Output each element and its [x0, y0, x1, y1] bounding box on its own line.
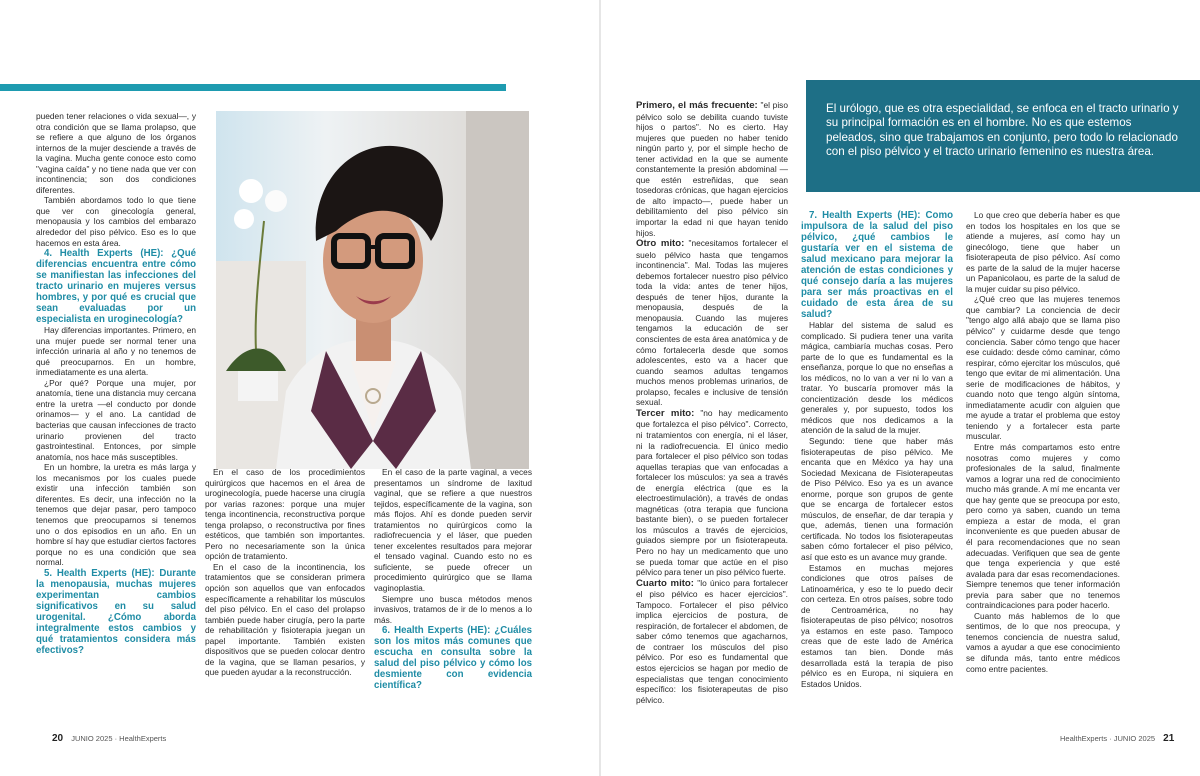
- paragraph: ¿Por qué? Porque una mujer, por anatomía, tiene una distancia muy cercana entre la uretra —el conducto por donde orinamos— y el ano. La cantidad de bacterias que causan infecciones de tracto urinario provienen del tracto gastrointestinal. Entonces, por simple anatomía, nos hace más susceptibles.: [36, 377, 196, 462]
- question-heading: 6. Health Experts (HE): ¿Cuáles son los mitos más comunes que escucha en consulta sobre la salud del piso pélvico y cómo los desmiente con evidencia científica?: [374, 625, 532, 692]
- paragraph: Estamos en muchas mejores condiciones que otros países de Latinoamérica, y eso te lo puedo decir con certeza. En otros países, sobre todo de Centroamérica, no hay fisioterapeutas de piso pélvico; nosotros ya estamos en este paso. Tampoco creas que de este lado de América estamos tan bien. Donde más desarrollada está la terapia de piso pélvico es en Europa, ni siquiera en Estados Unidos.: [801, 562, 953, 689]
- myth-paragraph: [636, 578, 788, 706]
- paragraph: También abordamos todo lo que tiene que ver con ginecología general, menopausia y los cambios del embarazo alrededor del piso pélvico. Eso es lo que hacemos en esta área.: [36, 195, 196, 248]
- page-number: 21: [1163, 733, 1175, 744]
- paragraph: pueden tener relaciones o vida sexual—, y otra condición que se llama prolapso, que se refiere a que alguno de los órganos internos de la mujer desciende a través de la vagina. Mucha gente conoce esto como "vagina caída" y no tiene nada que ver con incontinencia; son dos condiciones diferentes.: [36, 111, 196, 195]
- myth-lead: Cuarto mito:: [636, 577, 694, 589]
- column-2: [205, 467, 365, 678]
- footer-left: [52, 733, 166, 744]
- paragraph: Entre más compartamos esto entre nosotras como mujeres y como profesionales de la salud, finalmente vamos a lograr una red de conocimiento mucho más grande. A mí me encanta ver que hay gente que se preocupa por esto, pero como ya saben, cuando un tema empieza a estar de moda, el gran inconveniente es que pueden abusar de él para recomendaciones que no sean adecuadas. Verifiquen que sea de gente que tenga experiencia y que esté avalada para dar esas recomendaciones. Siempre tenemos que tener información previa para saber que no tenemos contraindicaciones para poder hacerlo.: [966, 442, 1120, 611]
- paragraph: En el caso de los procedimientos quirúrgicos que hacemos en el área de uroginecología, puede hacerse una cirugía por varias razones: porque una mujer tenga incontinencia, reconstructiva porque tenga prolapso, o reconstructiva por fines estéticos, que también son importantes. Pero no necesariamente son la única opción de tratamiento.: [205, 467, 365, 562]
- myth-paragraph: [636, 100, 788, 238]
- myth-text: "no hay medicamento que fortalezca el piso pélvico". Correcto, ni tratamientos con energía, ni el láser, ni la radiofrecuencia. El único medio para fortalecer el piso pélvico son todas aquellas terapias que van enfocadas a fortalecer los músculos: ya sea a través de energía eléctrica (que es la electroestimulación), a través de ondas magnéticas (otra terapia que funciona bastante bien), o se pueden fortalecer los músculos a través de ejercicios, guiados siempre por un fisioterapeuta. Pero no hay un medicamento que uno se pueda tomar que actúe en el piso pélvico para tener un piso pélvico fuerte.: [636, 407, 788, 578]
- column-1: [36, 111, 196, 656]
- myth-text: "el piso pélvico solo se debilita cuando tuviste hijos o partos". No es cierto. Hay mujeres que pueden no haber tenido ningún parto y, por el simple hecho de tener actividad en la que se aumente constantemente la presión abdominal —que estén estreñidas, que sean tosedoras crónicas, que hagan ejercicios de alto impacto—, puede haber un debilitamiento del piso pélvico sin importar la edad ni que hayan tenido hijos.: [636, 100, 788, 238]
- paragraph: Siempre uno busca métodos menos invasivos, tratamos de ir de lo menos a lo más.: [374, 593, 532, 625]
- paragraph: Hay diferencias importantes. Primero, en una mujer puede ser normal tener una infección urinaria al año y no tenemos de qué preocuparnos. En un hombre, inmediatamente es una alerta.: [36, 325, 196, 378]
- column-6: [966, 210, 1120, 674]
- myth-text: "lo único para fortalecer el piso pélvico es hacer ejercicios". Tampoco. Fortalecer el piso pélvico implica ejercicios de postura, de respiración, de fortalecer el abdomen, de saber cómo tenemos que agacharnos, de contraer los músculos del piso pélvico. Por eso es fundamental que estos ejercicios se hagan por medio de especialistas que tengan conocimiento específico: los fisioterapeutas de piso pélvico.: [636, 577, 789, 705]
- paragraph: Hablar del sistema de salud es complicado. Si pudiera tener una varita mágica, cambiaría muchas cosas. Pero parte de lo que es fundamental es la enseñanza, porque lo que no enseñas a los médicos, no lo van a ver ni lo van a tratar. Yo buscaría promover más la concientización desde los médicos generales y, por supuesto, todos los médicos que nos dedicamos a la atención de la salud de la mujer.: [801, 320, 953, 436]
- myth-lead: Tercer mito:: [636, 407, 695, 419]
- column-3: [374, 467, 532, 691]
- page-number: 20: [52, 733, 64, 744]
- page-spine: [599, 0, 601, 776]
- column-4: [636, 100, 788, 705]
- myth-paragraph: [636, 238, 788, 408]
- column-5: [801, 210, 953, 689]
- myth-lead: Otro mito:: [636, 238, 685, 250]
- paragraph: ¿Qué creo que las mujeres tenemos que cambiar? La conciencia de decir "tengo algo allá abajo que se llama piso pélvico" y cuidarme desde que tengo conciencia. Saber cómo tengo que hacer ese cuidado: desde cómo caminar, cómo respirar, cómo ejercitar los músculos, qué tengo que evitar de mi alimentación. Una serie de modificaciones de hábitos, y cuando noto que tengo algún síntoma, inmediatamente acudir con alguien que me ayude a tratar el problema que estoy teniendo y a fortalecer esta parte muscular.: [966, 294, 1120, 442]
- question-heading: 5. Health Experts (HE): Durante la menopausia, muchas mujeres experimentan cambios significativos en su salud urogenital. ¿Cómo aborda integralmente estos cambios y qué tratamientos considera más efectivos?: [36, 567, 196, 656]
- paragraph: En el caso de la incontinencia, los tratamientos que se consideran primera opción son aquellos que van enfocados específicamente a rehabilitar los músculos del piso pélvico. En el caso del prolapso también puede haber cirugía, pero la parte de rehabilitación y fisioterapia juegan un papel importante. También existen dispositivos que se pueden colocar dentro de la vagina, que se llaman pesarios, y que pueden ayudar a la reconstrucción.: [205, 561, 365, 678]
- paragraph: En un hombre, la uretra es más larga y los mecanismos por los cuales puede existir una infección también son diferentes. Es decir, una infección no la tenemos que dejar pasar, pero tampoco tenemos que preocuparnos si tenemos uno o dos episodios en un año. En un hombre sí hay que estudiar ciertos factores porque no es una condición que sea normal.: [36, 462, 197, 568]
- question-heading: 7. Health Experts (HE): Como impulsora de la salud del piso pélvico, ¿qué cambios le gustaría ver en el sistema de salud mexicano para mejorar la atención de estas condiciones y qué consejo daría a las mujeres para ser más proactivas en el cuidado de esta área de su salud?: [801, 210, 953, 320]
- top-accent-bar: [0, 84, 506, 91]
- paragraph: Lo que creo que debería haber es que en todos los hospitales en los que se atiende a mujeres, así como hay un ginecólogo, tiene que haber un fisioterapeuta de piso pélvico. Así como es parte de la salud de la mujer hacerse un Papanicolaou, es parte de la salud de la mujer cuidar su piso pélvico.: [966, 210, 1120, 294]
- myth-text: "necesitamos fortalecer el suelo pélvico hasta que tengamos incontinencia". Mal. Todas las mujeres debemos fortalecer nuestro piso pélvico toda la vida: antes de tener hijos, después de tener hijos, durante la menopausia, después de la menopausia. Cuando las mujeres tengamos la educación de ser conscientes de esta área anatómica y de cómo fortalecerla desde que somos adolescentes, esto va a hacer que cuando seamos adultas tengamos muchos menos problemas urinarios, de prolapso, fecales e inclusive de tensión sexual.: [636, 238, 788, 408]
- paragraph: Segundo: tiene que haber más fisioterapeutas de piso pélvico. Me encanta que en México ya hay una Sociedad Mexicana de Fisioterapeutas de Piso Pélvico. Eso ya es un avance enorme, porque son grupos de gente que se encarga de fortalecer estos músculos, de enseñar, de dar terapia y que, además, tienen una formación certificada. No todos los fisioterapeutas saben cómo fortalecer el piso pélvico, así que esto es un avance muy grande.: [801, 436, 953, 563]
- footer-right: [1060, 733, 1174, 744]
- myth-lead: Primero, el más frecuente:: [636, 100, 758, 111]
- footer-text: HealthExperts · JUNIO 2025: [1060, 734, 1156, 743]
- pull-quote-text: El urólogo, que es otra especialidad, se enfoca en el tracto urinario y su principal formación es en el hombre. No es que estemos peleados, sino que trabajamos en conjunto, pero todo lo relacionado con el piso pélvico y el tracto urinario femenino es nuestra área.: [826, 102, 1179, 158]
- question-heading: 4. Health Experts (HE): ¿Qué diferencias encuentra entre cómo se manifiestan las infecciones del tracto urinario en mujeres versus hombres, y por qué es crucial que sean evaluadas por un especialista en uroginecología?: [36, 248, 196, 326]
- portrait-photo: [216, 111, 529, 469]
- paragraph: En el caso de la parte vaginal, a veces presentamos un síndrome de laxitud vaginal, que se refiere a que nuestros tejidos, específicamente de la vagina, son más flojos. Ahí es donde pueden servir tratamientos no quirúrgicos como la radiofrecuencia y el láser, que pueden tener excelentes resultados para mejorar el tensado vaginal. Cuando esto no es suficiente, se puede ofrecer un procedimiento quirúrgico que se llama vaginoplastia.: [374, 467, 532, 594]
- myth-paragraph: [636, 408, 788, 578]
- pull-quote: [806, 80, 1200, 192]
- paragraph: Cuanto más hablemos de lo que sentimos, de lo que nos preocupa, y tenemos conciencia de nuestra salud, vamos a ayudar a que ese conocimiento se difunda más, tanto entre médicos como entre pacientes.: [966, 610, 1120, 674]
- footer-text: JUNIO 2025 · HealthExperts: [71, 734, 167, 743]
